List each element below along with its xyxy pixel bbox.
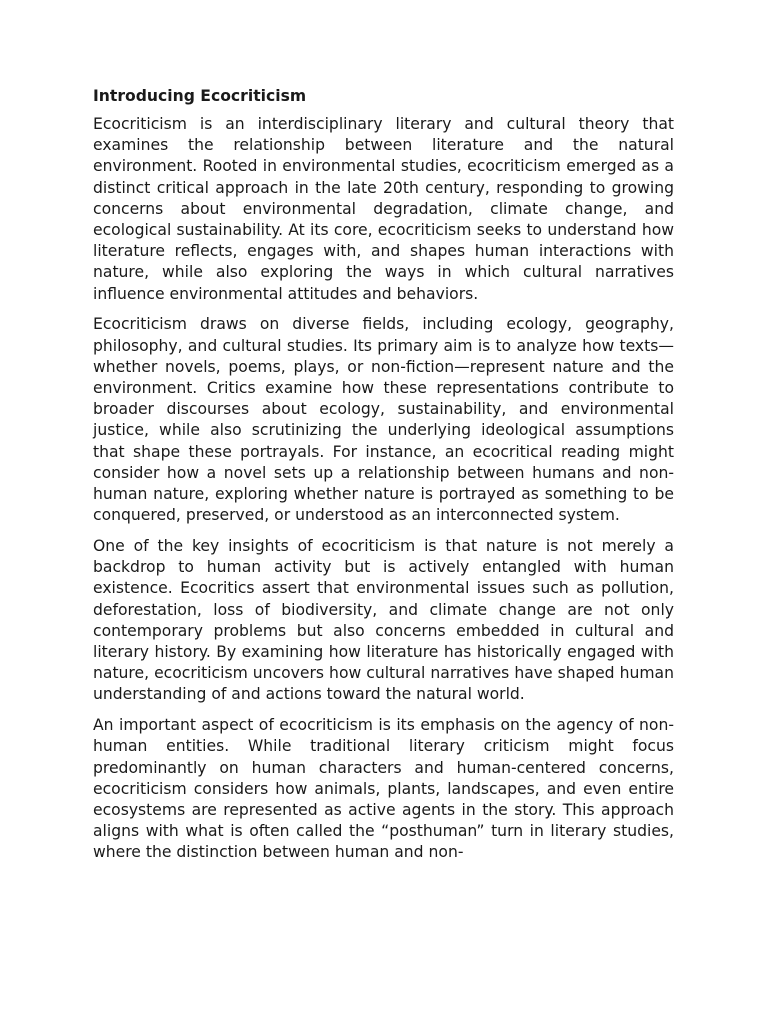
document-page (93, 86, 674, 873)
paragraph-3: One of the key insights of ecocriticism is that nature is not merely a backdrop to human activity but is actively entangled with human existence. Ecocritics assert that environmental issues such as pollution, deforestation, loss of biodiversity, and climate change are not only contemporary problems but also concerns embedded in cultural and literary history. By examining how literature has historically engaged with nature, ecocriticism uncovers how cultural narratives have shaped human understanding of and actions toward the natural world. (93, 537, 674, 704)
paragraph-1: Ecocriticism is an interdisciplinary literary and cultural theory that examines the relationship between literature and the natural environment. Rooted in environmental studies, ecocriticism emerged as a distinct critical approach in the late 20th century, responding to growing concerns about environmental degradation, climate change, and ecological sustainability. At its core, ecocriticism seeks to understand how literature reflects, engages with, and shapes human interactions with nature, while also exploring the ways in which cultural narratives influence environmental attitudes and behaviors. (93, 115, 674, 303)
paragraph-4: An important aspect of ecocriticism is its emphasis on the agency of non-human entities. While traditional literary criticism might focus predominantly on human characters and human-centered concerns, ecocriticism considers how animals, plants, landscapes, and even entire ecosystems are represented as active agents in the story. This approach aligns with what is often called the “posthuman” turn in literary studies, where the distinction between human and non- (93, 716, 674, 862)
paragraph-2: Ecocriticism draws on diverse fields, including ecology, geography, philosophy, and cultural studies. Its primary aim is to analyze how texts—whether novels, poems, plays, or non-fiction—represent nature and the environment. Critics examine how these representations contribute to broader discourses about ecology, sustainability, and environmental justice, while also scrutinizing the underlying ideological assumptions that shape these portrayals. For instance, an ecocritical reading might consider how a novel sets up a relationship between humans and non-human nature, exploring whether nature is portrayed as something to be conquered, preserved, or understood as an interconnected system. (93, 315, 674, 525)
document-title: Introducing Ecocriticism (93, 87, 307, 105)
